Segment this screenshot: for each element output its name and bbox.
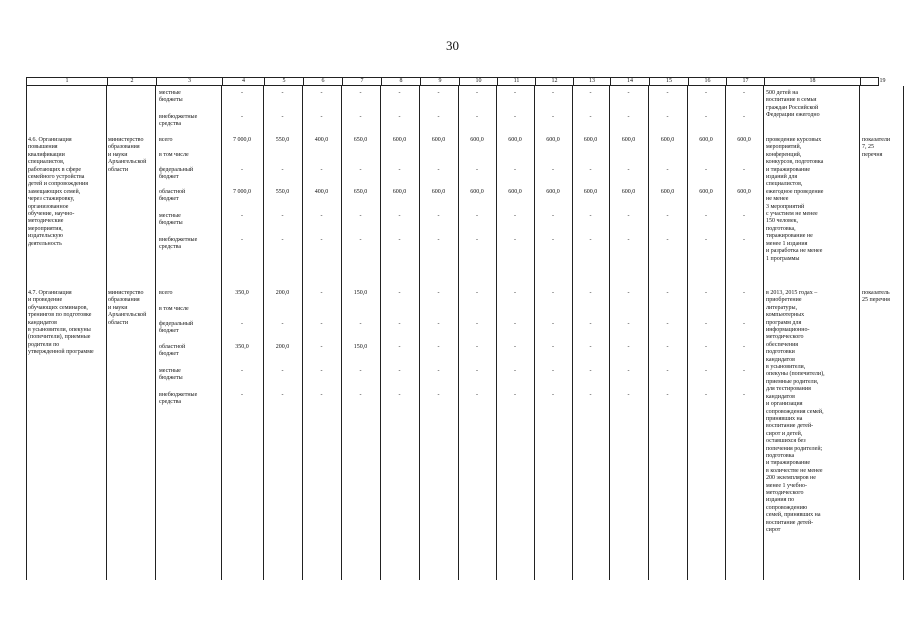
value-cell: 200,0: [275, 344, 290, 350]
value-cell: -: [398, 321, 401, 327]
value-cell: -: [320, 321, 323, 327]
value-cell: -: [241, 392, 243, 398]
value-cell: -: [359, 392, 362, 398]
value-cell: 600,0: [737, 137, 751, 143]
value-cell: -: [552, 290, 554, 296]
value-cell: -: [514, 290, 516, 296]
value-cell: -: [437, 167, 440, 173]
header-cell-3: 3: [156, 78, 222, 85]
value-cell: -: [476, 114, 478, 120]
value-cell: -: [398, 90, 401, 96]
header-cell-10: 10: [459, 78, 497, 85]
column-divider: [155, 86, 156, 580]
source-label: местные бюджеты: [159, 368, 183, 382]
indicator-text: показатели 7, 25 перечня: [862, 137, 891, 158]
value-cell: -: [281, 368, 284, 374]
header-cell-8: 8: [381, 78, 420, 85]
value-cell: -: [552, 90, 554, 96]
value-cell: 350,0: [235, 290, 249, 296]
value-cell: 150,0: [353, 290, 368, 296]
value-cell: -: [359, 237, 362, 243]
value-cell: 600,0: [431, 189, 446, 195]
value-cell: -: [359, 213, 362, 219]
source-label: местные бюджеты: [159, 213, 183, 227]
value-cell: 600,0: [392, 189, 407, 195]
value-cell: -: [514, 344, 516, 350]
column-divider: [859, 86, 860, 580]
value-cell: -: [398, 344, 401, 350]
value-cell: -: [552, 392, 554, 398]
value-cell: -: [398, 237, 401, 243]
value-cell: -: [666, 167, 669, 173]
value-cell: -: [320, 368, 323, 374]
value-cell: -: [241, 167, 243, 173]
value-cell: -: [589, 321, 592, 327]
value-cell: -: [241, 114, 243, 120]
value-cell: -: [589, 213, 592, 219]
source-label: областной бюджет: [159, 344, 186, 358]
value-cell: -: [705, 167, 707, 173]
value-cell: -: [281, 321, 284, 327]
source-label: внебюджетные средства: [159, 392, 198, 406]
value-cell: -: [514, 237, 516, 243]
value-cell: -: [437, 114, 440, 120]
column-divider: [221, 86, 222, 580]
value-cell: -: [552, 213, 554, 219]
value-cell: -: [627, 90, 630, 96]
source-label: внебюджетные средства: [159, 114, 198, 128]
value-cell: -: [281, 114, 284, 120]
value-cell: -: [398, 392, 401, 398]
source-label: областной бюджет: [159, 189, 186, 203]
header-cell-1: 1: [65, 78, 69, 84]
value-cell: -: [320, 114, 323, 120]
header-cell-14: 14: [610, 78, 649, 85]
header-cell-4: 4: [222, 78, 264, 85]
value-cell: -: [705, 344, 707, 350]
result-text: в 2013, 2015 годах – приобретение литературы, компьютерных программ для информационно- методического обеспечения подготовки кандидатов в усыновители, опекуны (попечители), приемные родители, для тестирования кандидатов и организация сопровождения семей, принявших на воспитание детей- сирот и детей, оставшихся без попечения родителей; подготовка и тиражирование в количестве не менее 200 экземпляров не менее 1 учебно- методического издания по сопровождению семей, принявших на воспитание детей- сирот: [766, 290, 825, 533]
value-cell: -: [705, 392, 707, 398]
value-cell: -: [627, 167, 630, 173]
value-cell: -: [552, 167, 554, 173]
value-cell: -: [627, 114, 630, 120]
source-label: федеральный бюджет: [159, 167, 194, 181]
value-cell: -: [281, 90, 284, 96]
value-cell: 550,0: [275, 189, 290, 195]
value-cell: -: [476, 321, 478, 327]
column-divider: [496, 86, 497, 580]
value-cell: -: [320, 237, 323, 243]
column-divider: [609, 86, 610, 580]
value-cell: 600,0: [546, 189, 560, 195]
value-cell: -: [705, 237, 707, 243]
value-cell: -: [666, 90, 669, 96]
value-cell: -: [320, 90, 323, 96]
value-cell: -: [359, 167, 362, 173]
column-divider: [648, 86, 649, 580]
value-cell: -: [743, 213, 745, 219]
source-label: всего: [159, 137, 173, 143]
value-cell: -: [514, 114, 516, 120]
value-cell: -: [476, 344, 478, 350]
value-cell: -: [476, 90, 478, 96]
value-cell: -: [552, 321, 554, 327]
header-cell-16: 16: [688, 78, 726, 85]
header-cell-2: 2: [107, 78, 156, 85]
header-cell-6: 6: [303, 78, 342, 85]
value-cell: -: [320, 167, 323, 173]
value-cell: 650,0: [353, 137, 368, 143]
value-cell: -: [437, 321, 440, 327]
value-cell: -: [705, 290, 707, 296]
value-cell: -: [589, 392, 592, 398]
value-cell: -: [281, 167, 284, 173]
value-cell: -: [514, 213, 516, 219]
value-cell: -: [359, 321, 362, 327]
value-cell: 600,0: [699, 137, 713, 143]
value-cell: 600,0: [470, 189, 484, 195]
column-divider: [725, 86, 726, 580]
value-cell: -: [589, 290, 592, 296]
value-cell: -: [589, 368, 592, 374]
value-cell: -: [437, 392, 440, 398]
value-cell: -: [627, 290, 630, 296]
value-cell: -: [705, 114, 707, 120]
executor: министерство образования и науки Архангельской области: [108, 137, 147, 173]
value-cell: 600,0: [621, 189, 636, 195]
source-label: местные бюджеты: [159, 90, 183, 104]
value-cell: 600,0: [508, 189, 522, 195]
column-divider: [534, 86, 535, 580]
value-cell: -: [627, 321, 630, 327]
value-cell: 600,0: [470, 137, 484, 143]
table-header-row: [26, 77, 886, 86]
value-cell: -: [514, 167, 516, 173]
value-cell: -: [514, 321, 516, 327]
value-cell: -: [398, 114, 401, 120]
value-cell: -: [281, 392, 284, 398]
header-cell-9: 9: [420, 78, 459, 85]
value-cell: -: [437, 344, 440, 350]
column-divider: [687, 86, 688, 580]
value-cell: -: [241, 90, 243, 96]
value-cell: -: [666, 368, 669, 374]
measure-name: 4.6. Организация повышения квалификации специалистов, работающих в сфере семейного устройства детей и сопровождения замещающих семей, через стажировку, организованное обучение, научно- методические мероприятия, издательскую деятельность: [28, 137, 88, 247]
value-cell: 600,0: [621, 137, 636, 143]
header-cell-12: 12: [535, 78, 573, 85]
value-cell: -: [437, 290, 440, 296]
value-cell: -: [320, 344, 323, 350]
value-cell: -: [241, 237, 243, 243]
indicator-text: показатель 25 перечня: [862, 290, 890, 304]
column-divider: [106, 86, 107, 580]
value-cell: -: [666, 237, 669, 243]
header-cell-17: 17: [726, 78, 764, 85]
value-cell: -: [589, 90, 592, 96]
value-cell: -: [627, 237, 630, 243]
value-cell: -: [359, 114, 362, 120]
column-divider: [763, 86, 764, 580]
value-cell: -: [589, 237, 592, 243]
value-cell: -: [514, 392, 516, 398]
value-cell: -: [589, 344, 592, 350]
source-label: федеральный бюджет: [159, 321, 194, 335]
value-cell: -: [552, 368, 554, 374]
source-label: в том числе: [159, 152, 189, 158]
value-cell: 600,0: [546, 137, 560, 143]
value-cell: -: [743, 344, 745, 350]
value-cell: 600,0: [660, 189, 675, 195]
value-cell: -: [743, 368, 745, 374]
value-cell: 7 000,0: [233, 137, 251, 143]
result-text: 500 детей на воспитание в семьи граждан Российской Федерации ежегодно: [766, 90, 820, 119]
value-cell: 150,0: [353, 344, 368, 350]
header-cell-19: 19: [860, 78, 904, 85]
value-cell: 600,0: [508, 137, 522, 143]
value-cell: 600,0: [392, 137, 407, 143]
value-cell: -: [476, 167, 478, 173]
value-cell: 600,0: [583, 189, 598, 195]
column-divider: [380, 86, 381, 580]
value-cell: -: [398, 213, 401, 219]
value-cell: -: [627, 213, 630, 219]
value-cell: 400,0: [314, 137, 329, 143]
value-cell: -: [398, 368, 401, 374]
value-cell: -: [666, 321, 669, 327]
value-cell: -: [241, 321, 243, 327]
value-cell: -: [589, 167, 592, 173]
value-cell: -: [743, 290, 745, 296]
value-cell: -: [627, 368, 630, 374]
value-cell: -: [514, 90, 516, 96]
value-cell: 600,0: [431, 137, 446, 143]
column-divider: [903, 86, 904, 580]
value-cell: -: [705, 90, 707, 96]
value-cell: -: [666, 114, 669, 120]
measure-name: 4.7. Организация и проведение обучающих семинаров, тренингов по подготовке кандидатов в усыновители, опекуны (попечители), приемные родители по утвержденной программе: [28, 290, 94, 356]
value-cell: -: [743, 114, 745, 120]
column-divider: [302, 86, 303, 580]
value-cell: -: [320, 290, 323, 296]
column-divider: [572, 86, 573, 580]
page-number: 30: [446, 38, 459, 53]
value-cell: 200,0: [275, 290, 290, 296]
source-label: внебюджетные средства: [159, 237, 198, 251]
value-cell: -: [476, 368, 478, 374]
value-cell: -: [359, 368, 362, 374]
value-cell: 7 000,0: [233, 189, 251, 195]
value-cell: -: [666, 290, 669, 296]
header-cell-11: 11: [497, 78, 535, 85]
value-cell: -: [705, 368, 707, 374]
value-cell: -: [476, 237, 478, 243]
value-cell: 600,0: [660, 137, 675, 143]
header-cell-7: 7: [342, 78, 381, 85]
header-cell-5: 5: [264, 78, 303, 85]
executor: министерство образования и науки Архангельской области: [108, 290, 147, 326]
value-cell: -: [241, 213, 243, 219]
value-cell: -: [359, 90, 362, 96]
value-cell: -: [627, 392, 630, 398]
value-cell: -: [437, 368, 440, 374]
value-cell: -: [743, 90, 745, 96]
value-cell: -: [705, 213, 707, 219]
value-cell: -: [666, 213, 669, 219]
value-cell: 600,0: [583, 137, 598, 143]
value-cell: -: [743, 392, 745, 398]
value-cell: -: [437, 237, 440, 243]
value-cell: -: [743, 167, 745, 173]
value-cell: -: [476, 392, 478, 398]
value-cell: -: [281, 213, 284, 219]
value-cell: -: [589, 114, 592, 120]
value-cell: -: [705, 321, 707, 327]
value-cell: 400,0: [314, 189, 329, 195]
value-cell: -: [398, 167, 401, 173]
header-cell-15: 15: [649, 78, 688, 85]
value-cell: -: [476, 290, 478, 296]
header-cell-18: 18: [764, 78, 860, 85]
header-cell-13: 13: [573, 78, 610, 85]
value-cell: -: [552, 114, 554, 120]
value-cell: -: [743, 321, 745, 327]
value-cell: 650,0: [353, 189, 368, 195]
value-cell: -: [320, 392, 323, 398]
value-cell: 550,0: [275, 137, 290, 143]
value-cell: -: [476, 213, 478, 219]
value-cell: -: [552, 237, 554, 243]
value-cell: -: [743, 237, 745, 243]
value-cell: -: [666, 344, 669, 350]
result-text: проведение курсовых мероприятий, конференций, конкурсов, подготовка и тиражирование изданий для специалистов, ежегодное проведение не менее 3 мероприятий с участием не менее 150 человек, подготовка, тиражирование не менее 1 издания и разработка не менее 1 программы: [766, 137, 824, 262]
value-cell: -: [437, 90, 440, 96]
column-divider: [458, 86, 459, 580]
source-label: всего: [159, 290, 173, 296]
value-cell: 600,0: [737, 189, 751, 195]
value-cell: -: [437, 213, 440, 219]
value-cell: -: [627, 344, 630, 350]
column-divider: [419, 86, 420, 580]
value-cell: -: [320, 213, 323, 219]
column-divider: [263, 86, 264, 580]
value-cell: 600,0: [699, 189, 713, 195]
value-cell: -: [514, 368, 516, 374]
source-label: в том числе: [159, 306, 189, 312]
column-divider: [341, 86, 342, 580]
value-cell: -: [241, 368, 243, 374]
column-divider: [26, 86, 27, 580]
value-cell: 350,0: [235, 344, 249, 350]
value-cell: -: [552, 344, 554, 350]
value-cell: -: [281, 237, 284, 243]
value-cell: -: [666, 392, 669, 398]
value-cell: -: [398, 290, 401, 296]
